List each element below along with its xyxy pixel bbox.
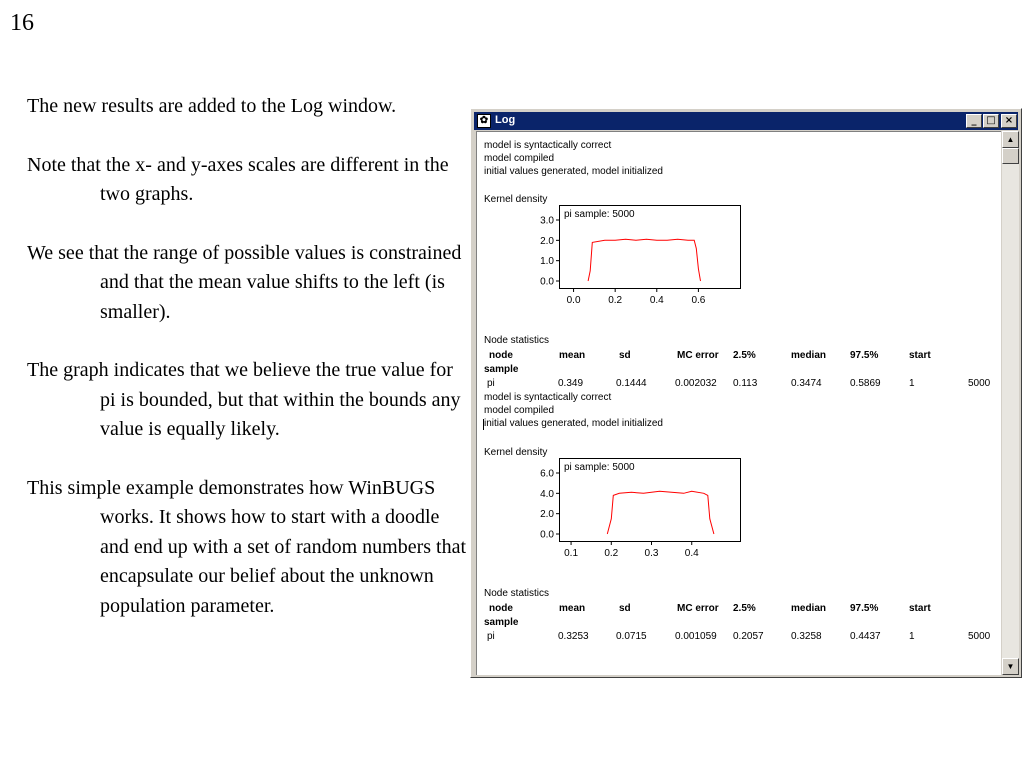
- node-statistics-label: Node statistics: [484, 335, 550, 346]
- close-button[interactable]: ×: [1001, 114, 1017, 128]
- stats-header: sample: [484, 617, 519, 628]
- x-tick-label: 0.1: [564, 548, 579, 559]
- y-tick-label: 0.0: [540, 529, 554, 541]
- kernel-density-plot-2: [527, 458, 747, 574]
- stats-cell: 5000: [968, 631, 991, 642]
- stats-cell: 0.002032: [675, 378, 717, 389]
- stats-cell: 0.3258: [791, 631, 822, 642]
- stats-cell: 0.3253: [558, 631, 589, 642]
- y-tick-label: 2.0: [540, 235, 554, 247]
- window-titlebar[interactable]: [474, 112, 1018, 130]
- stats-cell: 0.113: [733, 378, 758, 389]
- note-paragraph: The graph indicates that we believe the true value for pi is bounded, but that within the bounds any value is equally likely.: [27, 359, 461, 440]
- scroll-thumb[interactable]: [1002, 148, 1019, 164]
- y-tick-label: 6.0: [540, 468, 554, 480]
- stats-header: median: [791, 603, 827, 614]
- stats-header: node: [489, 603, 513, 614]
- log-content[interactable]: [476, 131, 1001, 675]
- log-message: model is syntactically correct: [484, 392, 612, 403]
- y-tick-label: 1.0: [540, 256, 554, 268]
- stats-header: sample: [484, 364, 519, 375]
- log-message: model compiled: [484, 153, 555, 164]
- stats-cell: pi: [487, 378, 495, 389]
- log-message: model is syntactically correct: [484, 140, 612, 151]
- stats-cell: 0.0715: [616, 631, 647, 642]
- stats-cell: 0.3474: [791, 378, 822, 389]
- y-tick-label: 4.0: [540, 488, 554, 500]
- stats-header: MC error: [677, 603, 719, 614]
- slide-notes: [27, 92, 467, 650]
- stats-cell: 1: [909, 631, 915, 642]
- stats-header: 2.5%: [733, 350, 756, 361]
- x-tick-label: 0.3: [644, 548, 659, 559]
- stats-cell: 0.5869: [850, 378, 881, 389]
- stats-cell: 0.349: [558, 378, 584, 389]
- maximize-button[interactable]: □: [983, 114, 999, 128]
- stats-header: 97.5%: [850, 603, 879, 614]
- slide-number: 16: [10, 10, 34, 36]
- kernel-density-label: Kernel density: [484, 447, 548, 458]
- log-message: model compiled: [484, 405, 555, 416]
- y-tick-label: 3.0: [540, 215, 554, 227]
- stats-cell: 0.001059: [675, 631, 717, 642]
- x-tick-label: 0.4: [684, 548, 699, 559]
- x-tick-label: 0.4: [649, 295, 664, 306]
- stats-header: node: [489, 350, 513, 361]
- y-tick-label: 0.0: [540, 276, 554, 288]
- log-window: [470, 108, 1022, 678]
- stats-header: start: [909, 603, 931, 614]
- kernel-density-label: Kernel density: [484, 194, 548, 205]
- stats-cell: 0.1444: [616, 378, 647, 389]
- stats-cell: 5000: [968, 378, 991, 389]
- note-paragraph: We see that the range of possible values is constrained and that the mean value shifts to the left (is smaller).: [27, 241, 462, 323]
- x-tick-label: 0.6: [691, 295, 706, 306]
- vertical-scrollbar[interactable]: [1002, 131, 1019, 675]
- x-tick-label: 0.2: [608, 295, 623, 306]
- stats-header: MC error: [677, 350, 719, 361]
- stats-header: mean: [559, 603, 586, 614]
- plot-title: pi sample: 5000: [564, 209, 635, 220]
- scroll-down-button[interactable]: ▼: [1002, 658, 1019, 675]
- winbugs-app-icon[interactable]: ✿: [477, 114, 491, 128]
- node-statistics-label: Node statistics: [484, 588, 550, 599]
- x-tick-label: 0.2: [604, 548, 619, 559]
- minimize-button[interactable]: _: [966, 114, 982, 128]
- stats-header: mean: [559, 350, 586, 361]
- stats-header: median: [791, 350, 827, 361]
- kernel-density-plot-1: [527, 205, 747, 321]
- stats-cell: pi: [487, 631, 495, 642]
- note-paragraph: The new results are added to the Log window.: [27, 95, 397, 117]
- note-paragraph: Note that the x- and y-axes scales are different in the two graphs.: [27, 153, 449, 205]
- y-tick-label: 2.0: [540, 509, 554, 521]
- stats-header: sd: [619, 603, 631, 614]
- stats-header: sd: [619, 350, 631, 361]
- plot-title: pi sample: 5000: [564, 462, 635, 473]
- stats-cell: 0.4437: [850, 631, 881, 642]
- stats-header: 97.5%: [850, 350, 879, 361]
- stats-header: 2.5%: [733, 603, 756, 614]
- log-message: initial values generated, model initialized: [484, 166, 663, 177]
- stats-cell: 1: [909, 378, 915, 389]
- window-title: Log: [495, 114, 516, 126]
- scroll-up-button[interactable]: ▲: [1002, 131, 1019, 148]
- note-paragraph: This simple example demonstrates how WinBUGS works. It shows how to start with a doodle and end up with a set of random numbers that encapsulate our belief about the unknown population parameter.: [27, 476, 467, 617]
- log-message: initial values generated, model initialized: [484, 418, 663, 429]
- stats-cell: 0.2057: [733, 631, 764, 642]
- x-tick-label: 0.0: [566, 295, 581, 306]
- stats-header: start: [909, 350, 931, 361]
